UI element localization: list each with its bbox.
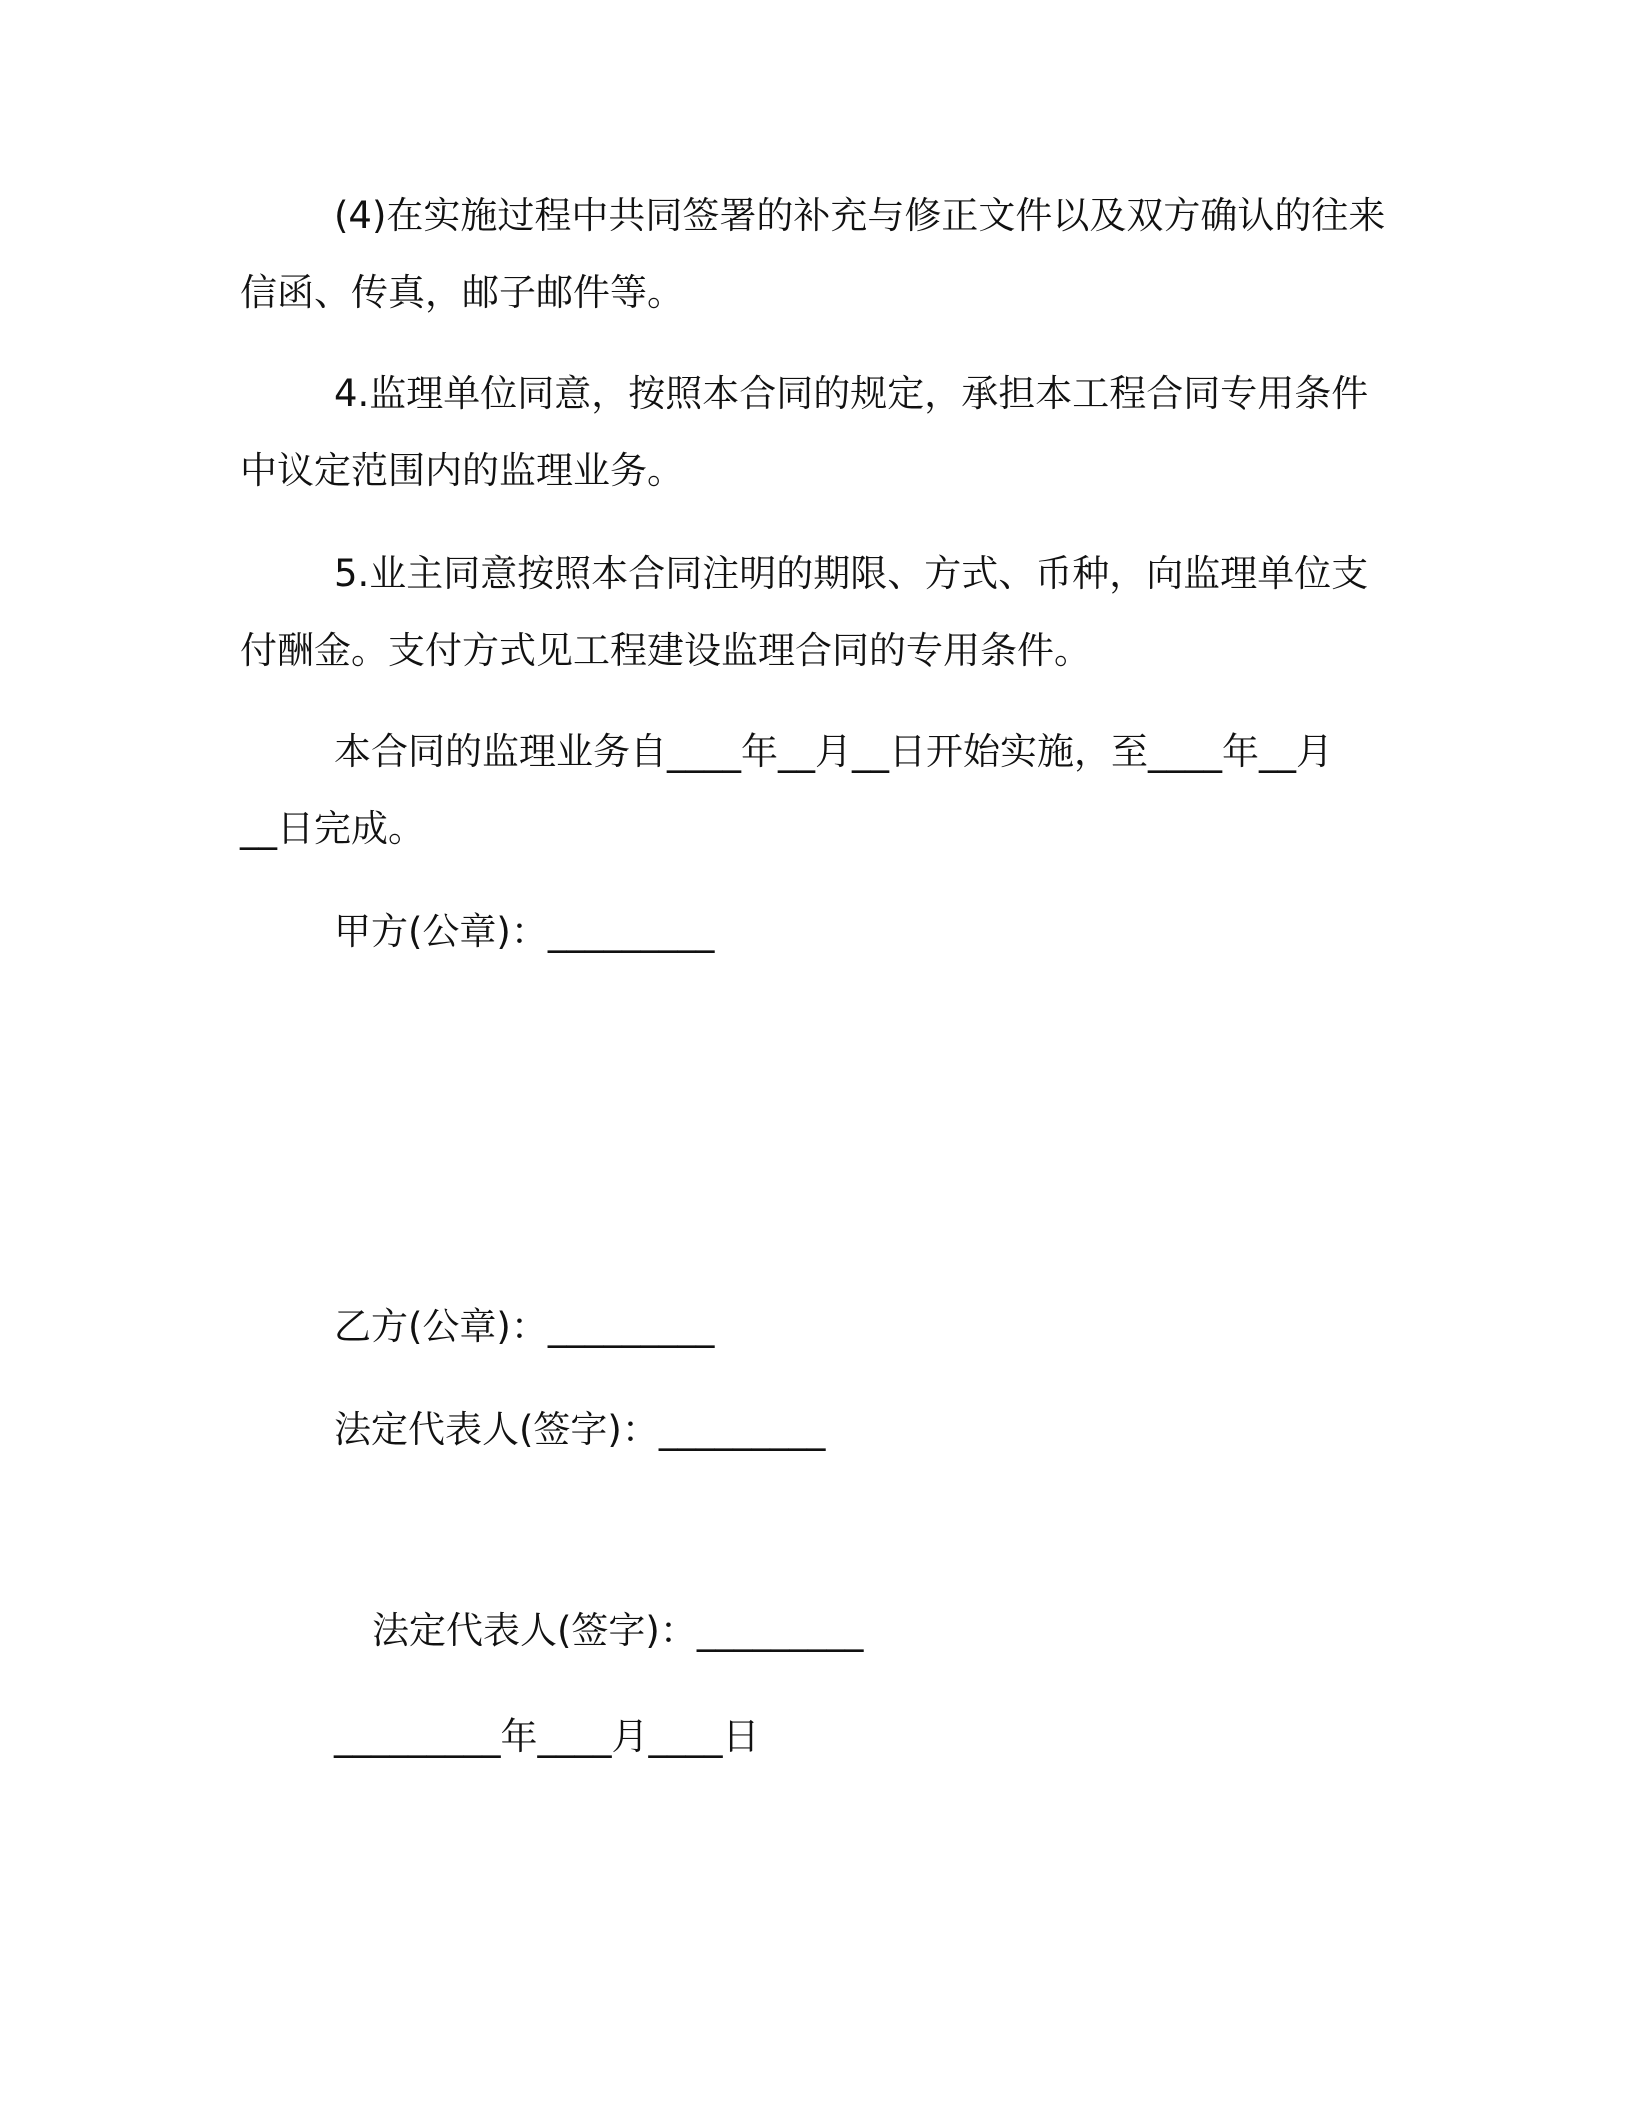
paragraph-4-line-1: (4)在实施过程中共同签署的补充与修正文件以及双方确认的往来 [334, 194, 1386, 237]
legal-representative-signature-2: 法定代表人(签字)：_________ [372, 1609, 864, 1652]
signing-date: _________年____月____日 [334, 1715, 760, 1758]
term-line-1: 本合同的监理业务自____年__月__日开始实施，至____年__月 [334, 730, 1333, 773]
clause-5-line-2: 付酬金。支付方式见工程建设监理合同的专用条件。 [240, 629, 1091, 672]
clause-4-line-1: 4.监理单位同意，按照本合同的规定，承担本工程合同专用条件 [334, 372, 1369, 415]
paragraph-4-line-2: 信函、传真，邮子邮件等。 [240, 271, 684, 314]
clause-4-line-2: 中议定范围内的监理业务。 [240, 449, 684, 492]
party-a-seal: 甲方(公章)：_________ [334, 910, 715, 953]
clause-5-line-1: 5.业主同意按照本合同注明的期限、方式、币种，向监理单位支 [334, 552, 1369, 595]
legal-representative-signature-1: 法定代表人(签字)：_________ [334, 1408, 826, 1451]
term-line-2: __日完成。 [240, 807, 425, 850]
party-b-seal: 乙方(公章)：_________ [334, 1305, 715, 1348]
